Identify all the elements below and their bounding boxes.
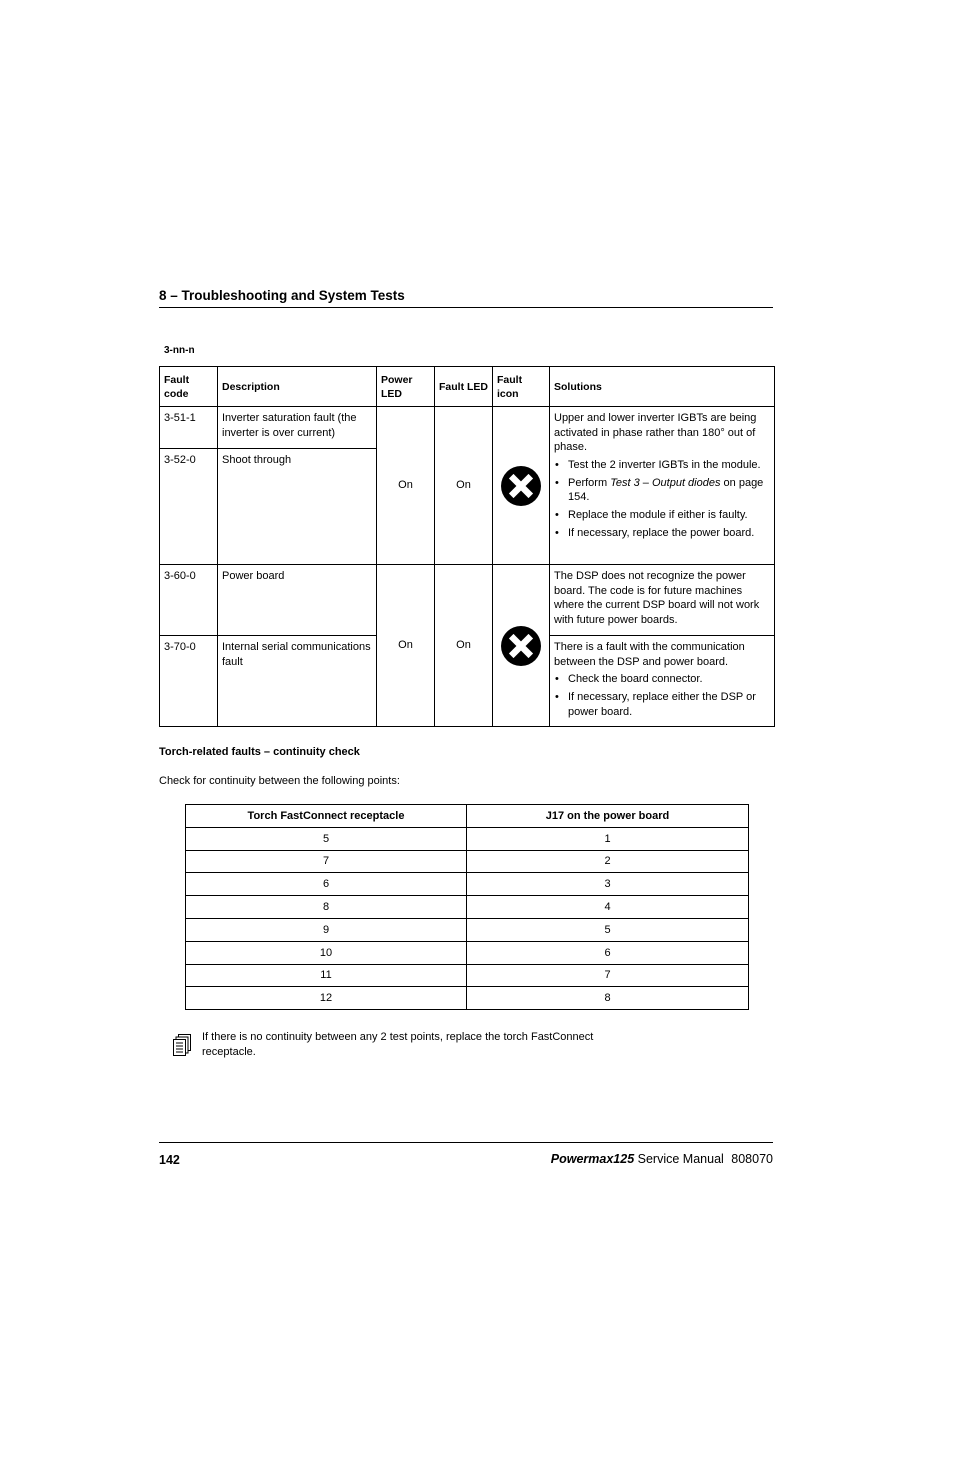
table-row: [186, 987, 749, 1010]
receptacle-pin: 6: [186, 873, 467, 896]
receptacle-pin: 5: [186, 827, 467, 850]
product-brand: Powermax125: [550, 1152, 635, 1166]
j17-pin: 7: [467, 964, 749, 987]
solutions-cell: [550, 407, 775, 565]
bullet-dash: –: [639, 476, 652, 489]
fault-icon-cell: [493, 407, 550, 565]
note-icon: [173, 1034, 191, 1056]
list-item: • If necessary, replace the power board.: [554, 526, 770, 541]
continuity-intro: Check for continuity between the following points:: [159, 775, 400, 787]
receptacle-pin: 7: [186, 850, 467, 873]
fault-code-cell: 3-52-0: [160, 449, 218, 565]
note-text: If there is no continuity between any 2 test points, replace the torch FastConnect receptacle.: [202, 1031, 594, 1058]
header-torch-receptacle: Torch FastConnect receptacle: [186, 805, 467, 828]
doc-title: Service Manual: [637, 1152, 724, 1166]
bullet-text: Perform: [568, 476, 611, 489]
receptacle-pin: 10: [186, 941, 467, 964]
header-fault-code: Fault code: [160, 367, 218, 407]
table-row: [186, 873, 749, 896]
list-item: [554, 476, 770, 505]
header-fault-led: Fault LED: [435, 367, 493, 407]
solutions-cell: [550, 636, 775, 727]
header-description: Description: [218, 367, 377, 407]
j17-pin: 6: [467, 941, 749, 964]
description-cell: Inverter saturation fault (the inverter is over current): [218, 407, 377, 449]
list-item: • Replace the module if either is faulty.: [554, 508, 770, 523]
header-solutions: Solutions: [550, 367, 775, 407]
fault-code-cell: 3-60-0: [160, 565, 218, 636]
solution-list: [554, 672, 770, 719]
j17-pin: 1: [467, 827, 749, 850]
receptacle-pin: 8: [186, 896, 467, 919]
table-row: [186, 827, 749, 850]
receptacle-pin: 9: [186, 918, 467, 941]
description-cell: Internal serial communications fault: [218, 636, 377, 727]
doc-number: 808070: [731, 1152, 773, 1166]
list-item: • Test the 2 inverter IGBTs in the module.: [554, 458, 770, 473]
solution-intro: There is a fault with the communication between the DSP and power board.: [554, 641, 745, 668]
test-link[interactable]: Test 3: [610, 476, 640, 489]
receptacle-pin: 11: [186, 964, 467, 987]
solution-list: [554, 458, 770, 541]
x-circle-icon: [501, 626, 541, 666]
fault-led-cell: On: [435, 565, 493, 727]
header-j17: J17 on the power board: [467, 805, 749, 828]
j17-pin: 8: [467, 987, 749, 1010]
continuity-header-row: [186, 805, 749, 828]
list-item: • Check the board connector.: [554, 672, 770, 687]
description-cell: Shoot through: [218, 449, 377, 565]
fault-led-cell: On: [435, 407, 493, 565]
j17-pin: 3: [467, 873, 749, 896]
table-row: [186, 918, 749, 941]
solutions-cell: The DSP does not recognize the power board. The code is for future machines where the current DSP board will not work with future power boards.: [550, 565, 775, 636]
fault-code-cell: 3-51-1: [160, 407, 218, 449]
continuity-heading: Torch-related faults – continuity check: [159, 746, 360, 758]
solution-intro: Upper and lower inverter IGBTs are being activated in phase rather than 180° out of phase.: [554, 412, 757, 453]
chapter-title: 8 – Troubleshooting and System Tests: [159, 288, 405, 303]
page-number: 142: [159, 1153, 180, 1167]
bullet-text: on page 154.: [568, 476, 764, 503]
continuity-table: [185, 804, 749, 1010]
fault-table-header-row: [160, 367, 775, 407]
fault-section-label: 3-nn-n: [164, 345, 195, 356]
power-led-cell: On: [377, 565, 435, 727]
table-row: [160, 565, 775, 636]
j17-pin: 5: [467, 918, 749, 941]
table-row: [186, 896, 749, 919]
header-fault-icon: Fault icon: [493, 367, 550, 407]
table-row: [160, 407, 775, 449]
header-rule: [159, 307, 773, 308]
fault-code-cell: 3-70-0: [160, 636, 218, 727]
table-row: [186, 964, 749, 987]
description-cell: Power board: [218, 565, 377, 636]
header-power-led: Power LED: [377, 367, 435, 407]
j17-pin: 2: [467, 850, 749, 873]
x-circle-icon: [501, 466, 541, 506]
receptacle-pin: 12: [186, 987, 467, 1010]
j17-pin: 4: [467, 896, 749, 919]
fault-icon-cell: [493, 565, 550, 727]
table-row: [186, 850, 749, 873]
power-led-cell: On: [377, 407, 435, 565]
footer-doc-info: [551, 1152, 773, 1166]
table-row: [186, 941, 749, 964]
list-item: • If necessary, replace either the DSP or power board.: [554, 690, 770, 719]
footer-rule: [159, 1142, 773, 1143]
output-diodes-link[interactable]: Output diodes: [651, 476, 721, 489]
fault-code-table: [159, 366, 775, 727]
